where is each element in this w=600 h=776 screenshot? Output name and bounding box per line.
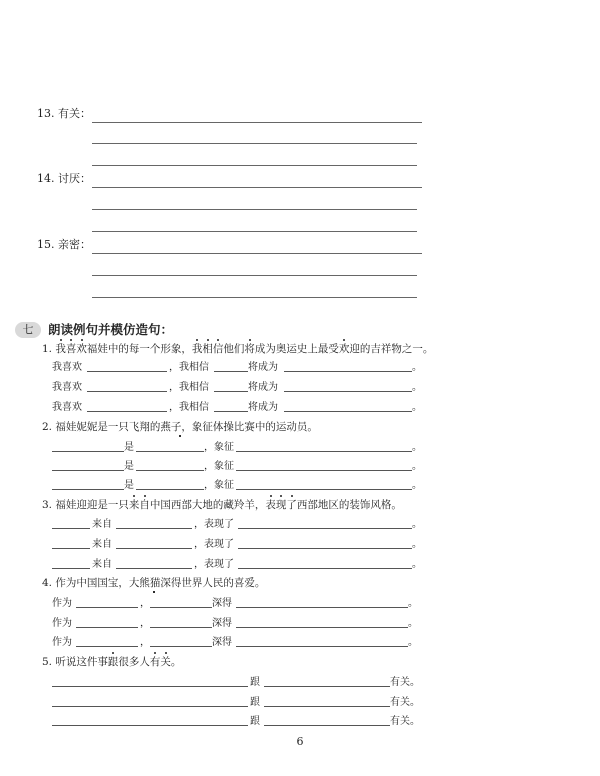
pattern-text: 将成为 bbox=[248, 382, 278, 393]
answer-line[interactable] bbox=[92, 275, 417, 276]
emphasis-char: 将 bbox=[244, 343, 255, 355]
emphasis-char: 了 bbox=[286, 499, 297, 511]
question-5-sentence bbox=[42, 655, 181, 669]
emphasis-char: 表 bbox=[265, 499, 276, 511]
pattern-text: 。 bbox=[412, 382, 422, 393]
question-4-pattern-row bbox=[52, 635, 422, 649]
emphasis-char: 是 bbox=[97, 421, 108, 433]
pattern-text: 深得 bbox=[212, 618, 232, 629]
sentence-text: 一只飞翔的燕子， bbox=[107, 421, 192, 433]
fill-blank[interactable] bbox=[76, 607, 138, 608]
pattern-text: 有关。 bbox=[390, 716, 420, 727]
emphasis-char: 现 bbox=[275, 499, 287, 511]
pattern-text: 。 bbox=[412, 362, 422, 373]
pattern-text: 有关。 bbox=[390, 677, 420, 688]
fill-blank[interactable] bbox=[52, 725, 248, 726]
pattern-text: 。 bbox=[412, 559, 422, 570]
answer-line[interactable] bbox=[92, 297, 417, 298]
fill-blank[interactable] bbox=[236, 627, 408, 628]
pattern-text: 。 bbox=[412, 442, 422, 453]
question-2-pattern-row bbox=[52, 440, 422, 454]
pattern-text: ，表现了 bbox=[194, 539, 234, 550]
emphasis-char: 相 bbox=[202, 343, 213, 355]
pattern-text: 我喜欢 bbox=[52, 402, 82, 413]
pattern-text: ，表现了 bbox=[194, 519, 234, 530]
question-1-pattern-row bbox=[52, 400, 422, 414]
emphasis-char: 有 bbox=[149, 656, 161, 668]
question-2-sentence bbox=[42, 420, 318, 434]
question-4-pattern-row bbox=[52, 596, 422, 610]
pattern-text: 。 bbox=[412, 539, 422, 550]
fill-blank[interactable] bbox=[76, 646, 138, 647]
fill-blank[interactable] bbox=[264, 706, 390, 707]
emphasis-char: 来 bbox=[128, 499, 140, 511]
fill-blank[interactable] bbox=[236, 489, 412, 490]
emphasis-char: 关 bbox=[160, 656, 171, 668]
pattern-text: ，我相信 bbox=[169, 362, 209, 373]
fill-blank[interactable] bbox=[150, 627, 212, 628]
fill-blank[interactable] bbox=[214, 391, 248, 392]
sentence-text: 他们 bbox=[223, 343, 245, 355]
sentence-text: 福娃妮妮 bbox=[55, 421, 98, 433]
sentence-text: 中国西部大地的藏羚羊， bbox=[149, 499, 266, 511]
question-3-pattern-row bbox=[52, 517, 422, 531]
answer-line[interactable] bbox=[92, 187, 422, 188]
fill-blank[interactable] bbox=[264, 725, 390, 726]
fill-blank[interactable] bbox=[136, 470, 204, 471]
fill-blank[interactable] bbox=[87, 391, 167, 392]
pattern-text: 作为 bbox=[52, 598, 72, 609]
question-3-pattern-row bbox=[52, 557, 422, 571]
pattern-text: 将成为 bbox=[248, 402, 278, 413]
fill-blank[interactable] bbox=[87, 411, 167, 412]
question-2-pattern-row bbox=[52, 459, 422, 473]
fill-blank[interactable] bbox=[136, 451, 204, 452]
emphasis-char: 作 bbox=[55, 577, 66, 589]
fill-blank[interactable] bbox=[87, 371, 167, 372]
pattern-text: ， bbox=[140, 618, 150, 629]
pattern-text: ，象征 bbox=[204, 461, 234, 472]
pattern-text: 是 bbox=[124, 442, 134, 453]
pattern-text: 跟 bbox=[250, 716, 260, 727]
sentence-text: 成为奥运史上最受欢迎的吉祥物之一。 bbox=[254, 343, 434, 355]
pattern-text: 。 bbox=[412, 519, 422, 530]
sentence-text: 福娃迎迎是一只 bbox=[55, 499, 129, 511]
pattern-text: 深得 bbox=[212, 598, 232, 609]
fill-blank[interactable] bbox=[76, 627, 138, 628]
emphasis-char: 欢 bbox=[76, 343, 87, 355]
pattern-text: 。 bbox=[412, 461, 422, 472]
question-number: 4. bbox=[42, 577, 53, 589]
pattern-text: ，表现了 bbox=[194, 559, 234, 570]
answer-line[interactable] bbox=[92, 209, 417, 210]
fill-blank[interactable] bbox=[238, 528, 412, 529]
pattern-text: 。 bbox=[412, 402, 422, 413]
pattern-text: 是 bbox=[124, 480, 134, 491]
sentence-text: 世界人民的喜爱。 bbox=[181, 577, 266, 589]
fill-blank[interactable] bbox=[52, 686, 248, 687]
emphasis-char: 深 bbox=[160, 577, 171, 589]
pattern-text: 我喜欢 bbox=[52, 362, 82, 373]
pattern-text: 来自 bbox=[92, 539, 112, 550]
fill-blank[interactable] bbox=[52, 706, 248, 707]
fill-blank[interactable] bbox=[116, 548, 192, 549]
question-3-sentence bbox=[42, 498, 402, 512]
answer-line[interactable] bbox=[92, 231, 417, 232]
question-1-sentence bbox=[42, 342, 433, 356]
sentence-text: 。 bbox=[170, 656, 182, 668]
emphasis-char: 自 bbox=[139, 499, 150, 511]
question-number: 2. bbox=[42, 421, 53, 433]
question-5-pattern-row bbox=[52, 695, 422, 709]
fill-blank[interactable] bbox=[236, 470, 412, 471]
fill-blank[interactable] bbox=[238, 568, 412, 569]
answer-line[interactable] bbox=[92, 143, 417, 144]
fill-blank[interactable] bbox=[284, 371, 412, 372]
question-4-sentence bbox=[42, 576, 265, 590]
fill-blank[interactable] bbox=[264, 686, 390, 687]
pattern-text: 作为 bbox=[52, 618, 72, 629]
answer-line[interactable] bbox=[92, 165, 417, 166]
question-number: 5. bbox=[42, 656, 53, 668]
emphasis-char: 我 bbox=[191, 343, 203, 355]
pattern-text: 。 bbox=[408, 618, 418, 629]
emphasis-char: 信 bbox=[212, 343, 224, 355]
question-1-pattern-row bbox=[52, 380, 422, 394]
pattern-text: 来自 bbox=[92, 519, 112, 530]
fill-blank[interactable] bbox=[52, 548, 90, 549]
pattern-text: 作为 bbox=[52, 637, 72, 648]
pattern-text: 跟 bbox=[250, 677, 260, 688]
question-5-pattern-row bbox=[52, 675, 422, 689]
pattern-text: ，象征 bbox=[204, 480, 234, 491]
fill-blank[interactable] bbox=[236, 607, 408, 608]
pattern-text: ，我相信 bbox=[169, 402, 209, 413]
pattern-text: ，我相信 bbox=[169, 382, 209, 393]
pattern-text: 我喜欢 bbox=[52, 382, 82, 393]
sentence-text: 西部地区的装饰风格。 bbox=[296, 499, 402, 511]
fill-blank[interactable] bbox=[284, 411, 412, 412]
fill-blank[interactable] bbox=[52, 528, 90, 529]
sentence-text: 体操比赛中的运动员。 bbox=[212, 421, 318, 433]
question-number: 3. bbox=[42, 499, 53, 511]
answer-line[interactable] bbox=[92, 253, 422, 254]
fill-blank[interactable] bbox=[238, 548, 412, 549]
fill-blank[interactable] bbox=[214, 371, 248, 372]
answer-line[interactable] bbox=[92, 122, 422, 123]
question-1-pattern-row bbox=[52, 360, 422, 374]
section-title: 朗读例句并模仿造句： bbox=[48, 322, 174, 337]
emphasis-char: 象 bbox=[191, 421, 203, 433]
sentence-text: 很多人 bbox=[118, 656, 150, 668]
pattern-text: 。 bbox=[408, 598, 418, 609]
pattern-text: 是 bbox=[124, 461, 134, 472]
fill-blank[interactable] bbox=[52, 489, 124, 490]
fill-blank[interactable] bbox=[284, 391, 412, 392]
pattern-text: 来自 bbox=[92, 559, 112, 570]
fill-blank[interactable] bbox=[136, 489, 204, 490]
word-item-label: 14. 讨厌： bbox=[37, 172, 91, 185]
sentence-text: 福娃中的每一个形象， bbox=[86, 343, 192, 355]
pattern-text: 深得 bbox=[212, 637, 232, 648]
fill-blank[interactable] bbox=[236, 646, 408, 647]
fill-blank[interactable] bbox=[52, 470, 124, 471]
fill-blank[interactable] bbox=[116, 568, 192, 569]
fill-blank[interactable] bbox=[52, 451, 124, 452]
sentence-text: 中国国宝，大熊猫 bbox=[76, 577, 161, 589]
question-5-pattern-row bbox=[52, 714, 422, 728]
fill-blank[interactable] bbox=[52, 568, 90, 569]
word-item-label: 13. 有关： bbox=[37, 107, 91, 120]
fill-blank[interactable] bbox=[214, 411, 248, 412]
question-4-pattern-row bbox=[52, 616, 422, 630]
pattern-text: 跟 bbox=[250, 697, 260, 708]
emphasis-char: 跟 bbox=[107, 656, 119, 668]
word-item-label: 15. 亲密： bbox=[37, 238, 91, 251]
sentence-text: 听说这件事 bbox=[55, 656, 108, 668]
question-number: 1. bbox=[42, 343, 53, 355]
question-2-pattern-row bbox=[52, 478, 422, 492]
section-number-badge: 七 bbox=[15, 322, 41, 338]
pattern-text: 。 bbox=[408, 637, 418, 648]
pattern-text: ， bbox=[140, 598, 150, 609]
fill-blank[interactable] bbox=[236, 451, 412, 452]
fill-blank[interactable] bbox=[116, 528, 192, 529]
pattern-text: ， bbox=[140, 637, 150, 648]
fill-blank[interactable] bbox=[150, 646, 212, 647]
fill-blank[interactable] bbox=[150, 607, 212, 608]
pattern-text: 。 bbox=[412, 480, 422, 491]
emphasis-char: 喜 bbox=[65, 343, 77, 355]
pattern-text: ，象征 bbox=[204, 442, 234, 453]
emphasis-char: 得 bbox=[170, 577, 182, 589]
pattern-text: 有关。 bbox=[390, 697, 420, 708]
pattern-text: 将成为 bbox=[248, 362, 278, 373]
question-3-pattern-row bbox=[52, 537, 422, 551]
page-number: 6 bbox=[296, 735, 304, 748]
emphasis-char: 为 bbox=[65, 577, 77, 589]
emphasis-char: 我 bbox=[55, 343, 66, 355]
emphasis-char: 征 bbox=[202, 421, 213, 433]
